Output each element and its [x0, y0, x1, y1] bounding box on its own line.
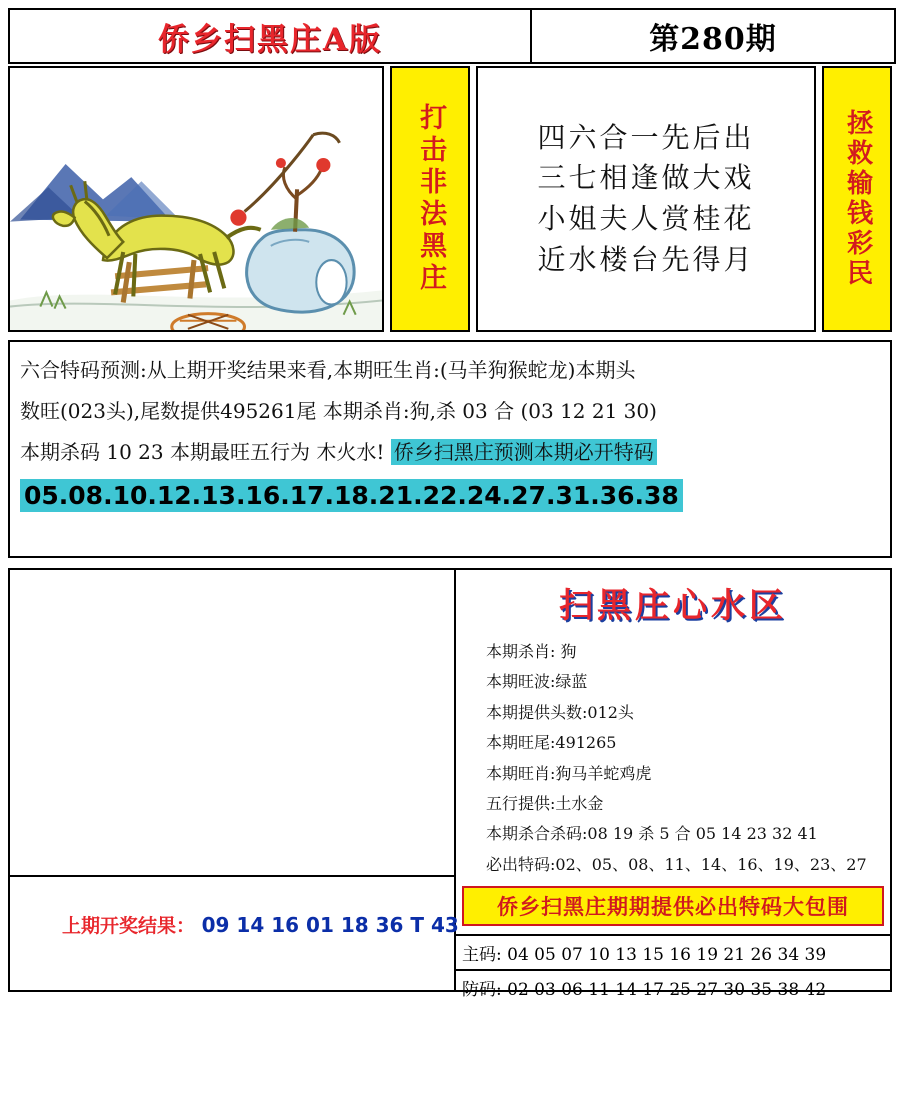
poem-line-3: 小姐夫人赏桂花: [537, 202, 755, 235]
bottom-section: [8, 568, 892, 1001]
list-item: 本期旺波:绿蓝: [486, 672, 588, 692]
brand-box: [10, 10, 532, 62]
left-slogan-banner: [390, 66, 470, 332]
list-item: 本期旺尾:491265: [486, 733, 617, 753]
prediction-line-3-plain: 本期杀码 10 23 本期最旺五行为 木火水!: [20, 440, 385, 464]
left-slogan-text: 打击非法黑庄: [415, 103, 447, 295]
list-item: 五行提供:土水金: [486, 793, 604, 813]
defense-code-values: 02 03 06 11 14 17 25 27 30 35 38 42: [507, 980, 827, 1001]
poem-line-1: 四六合一先后出: [537, 120, 755, 154]
poem-line-2: 三七相逢做大戏: [537, 161, 755, 195]
last-draw-label: 上期开奖结果：: [62, 915, 196, 937]
promo-banner-text: 侨乡扫黑庄期期提供必出特码大包围: [497, 894, 849, 920]
bottom-right-panel: [456, 570, 890, 1001]
main-code-values: 04 05 07 10 13 15 16 19 21 26 34 39: [507, 945, 827, 966]
promo-banner: [462, 886, 884, 926]
horse-illustration-icon: [10, 68, 382, 332]
illustration-box: [8, 66, 384, 332]
prediction-line-3-highlight: 侨乡扫黑庄预测本期必开特码: [391, 439, 657, 465]
defense-code-label: 防码:: [462, 980, 502, 1001]
main-code-row: [456, 934, 890, 969]
header: [8, 8, 896, 64]
poem-line-4: 近水楼台先得月: [537, 242, 755, 276]
issue-box: [532, 10, 894, 62]
brand-title: 侨乡扫黑庄A版: [157, 21, 383, 58]
defense-code-row: [456, 969, 890, 1004]
prediction-line-1: 六合特码预测:从上期开奖结果来看,本期旺生肖:(马羊狗猴蛇龙)本期头: [20, 358, 636, 382]
poem-box: [476, 66, 816, 332]
main-code-label: 主码:: [462, 945, 502, 966]
bottom-left-panel: [10, 570, 459, 990]
list-item: 本期杀肖: 狗: [486, 642, 577, 661]
predicted-numbers: 05.08.10.12.13.16.17.18.21.22.24.27.31.36.38: [20, 479, 683, 512]
prediction-line-3: [20, 432, 880, 473]
list-item: 必出特码:02、05、08、11、14、16、19、23、27: [486, 854, 867, 874]
prediction-block: [8, 340, 892, 558]
last-draw-result: [62, 911, 459, 938]
prediction-line-2: 数旺(023头),尾数提供495261尾 本期杀肖:狗,杀 03 合 (03 12 21 30): [20, 399, 657, 423]
right-slogan-text: 拯救输钱彩民: [842, 109, 873, 289]
tips-list: [456, 629, 890, 880]
issue-number: 第280期: [649, 22, 777, 57]
list-item: 本期旺肖:狗马羊蛇鸡虎: [486, 763, 652, 783]
right-slogan-banner: [822, 66, 892, 332]
list-item: 本期提供头数:012头: [486, 702, 634, 722]
list-item: 本期杀合杀码:08 19 杀 5 合 05 14 23 32 41: [486, 824, 818, 844]
last-draw-numbers: 09 14 16 01 18 36 T 43: [201, 913, 459, 937]
banner-row: [8, 66, 892, 332]
tips-zone-title: 扫黑庄心水区: [559, 586, 787, 626]
divider: [10, 875, 454, 877]
